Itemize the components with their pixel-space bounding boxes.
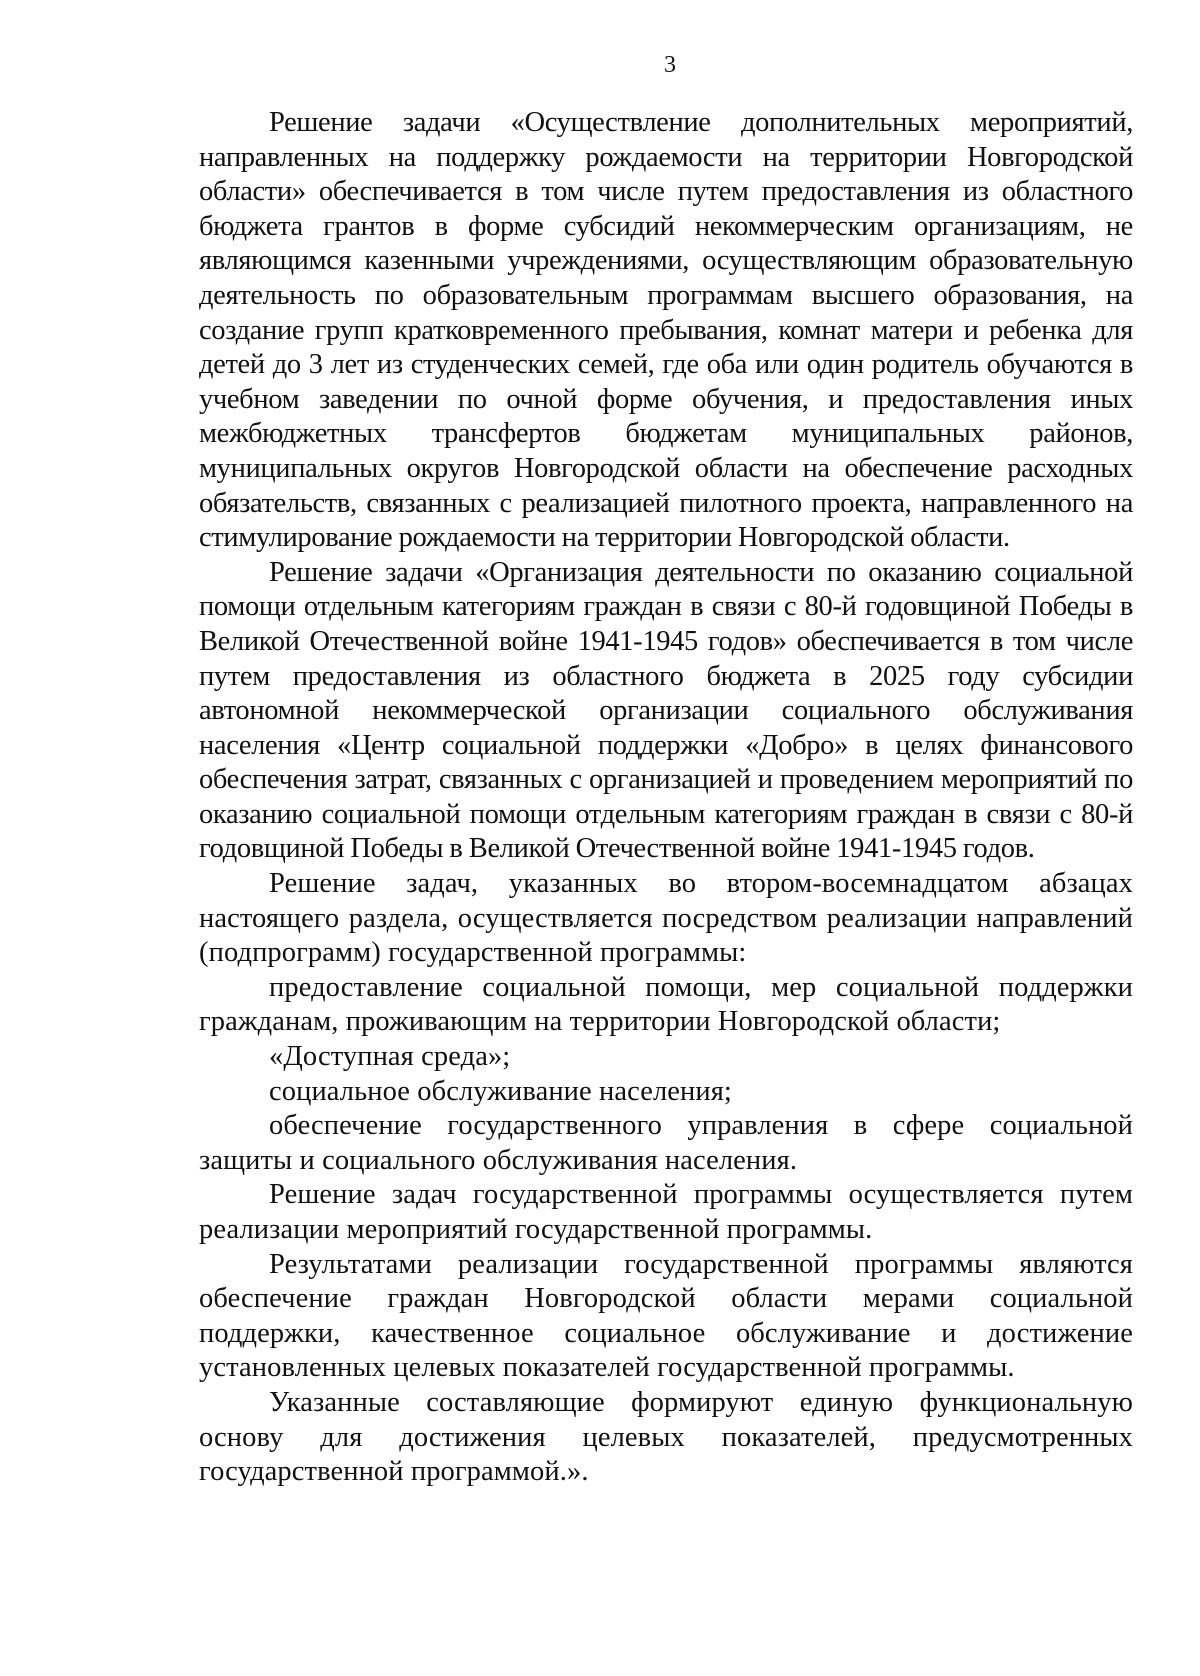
page-number: 3 <box>664 52 676 78</box>
paragraph-task-birth-support: Решение задачи «Осуществление дополнительных мероприятий, направленных на поддержку рождаемости на территории Новгородской области» обеспечивается в том числе путем предоставления из областного бюджета грантов в форме субсидий некоммерческим организациям, не являющимся казенными учреждениями, осуществляющим образовательную деятельность по образовательным программам высшего образования, на создание групп кратковременного пребывания, комнат матери и ребенка для детей до 3 лет из студенческих семей, где оба или один родитель обучаются в учебном заведении по очной форме обучения, и предоставления иных межбюджетных трансфертов бюджетам муниципальных районов, муниципальных округов Новгородской области на обеспечение расходных обязательств, связанных с реализацией пилотного проекта, направленного на стимулирование рождаемости на территории Новгородской области. <box>199 107 1133 554</box>
paragraph-task-victory-anniversary: Решение задачи «Организация деятельности по оказанию социальной помощи отдельным категориям граждан в связи с 80-й годовщиной Победы в Великой Отечественной войне 1941-1945 годов» обеспечивается в том числе путем предоставления из областного бюджета в 2025 году субсидии автономной некоммерческой организации социального обслуживания населения «Центр социальной поддержки «Добро» в целях финансового обеспечения затрат, связанных с организацией и проведением мероприятий по оказанию социальной помощи отдельным категориям граждан в связи с 80-й годовщиной Победы в Великой Отечественной войне 1941-1945 годов. <box>199 556 1133 865</box>
paragraph-program-tasks: Решение задач государственной программы осуществляется путем реализации мероприятий государственной программы. <box>199 1179 1133 1245</box>
paragraph-task-directions: Решение задач, указанных во втором-восемнадцатом абзацах настоящего раздела, осуществляется посредством реализации направлений (подпрограмм) государственной программы: <box>199 868 1133 969</box>
paragraph-program-results: Результатами реализации государственной программы являются обеспечение граждан Новгородской области мерами социальной поддержки, качественное социальное обслуживание и достижение установленных целевых показателей государственной программы. <box>199 1248 1133 1384</box>
paragraph-direction-social-assistance: предоставление социальной помощи, мер социальной поддержки гражданам, проживающим на территории Новгородской области; <box>199 971 1133 1038</box>
paragraph-direction-state-management: обеспечение государственного управления в сфере социальной защиты и социального обслуживания населения. <box>199 1110 1133 1176</box>
paragraph-direction-accessible-environment: «Доступная среда»; <box>269 1041 511 1073</box>
paragraph-direction-social-services: социальное обслуживание населения; <box>269 1075 732 1107</box>
paragraph-components: Указанные составляющие формируют единую функциональную основу для достижения целевых показателей, предусмотренных государственной программой.». <box>199 1386 1133 1488</box>
document-body <box>199 106 1133 1490</box>
